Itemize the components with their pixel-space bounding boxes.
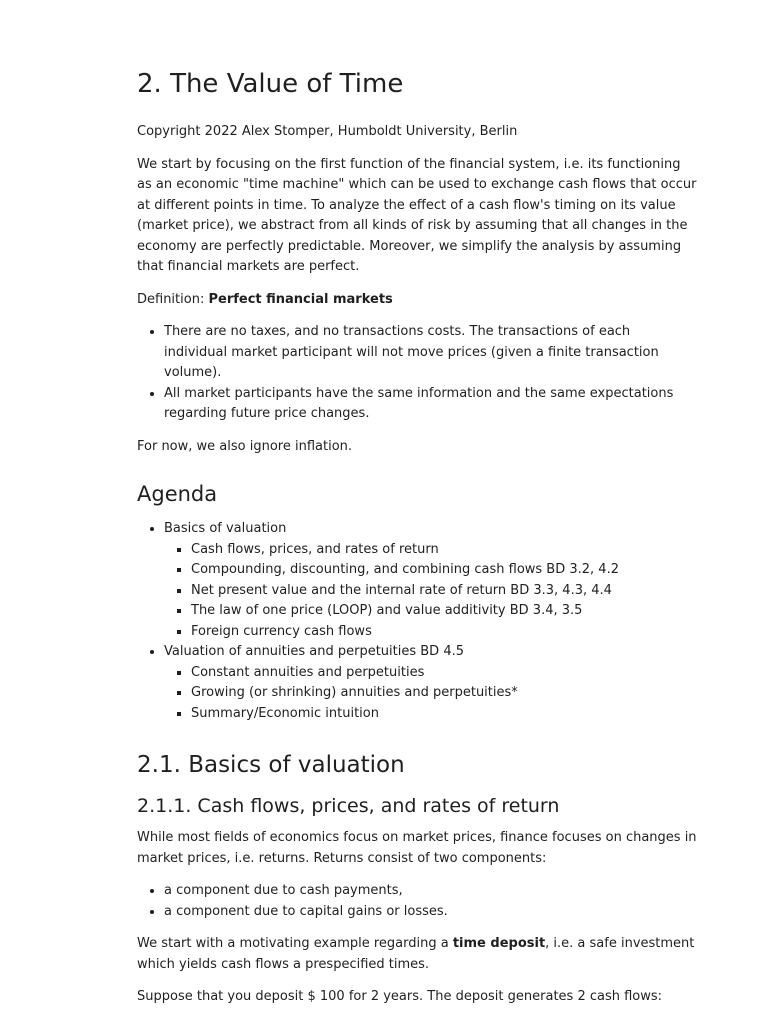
agenda-sublist	[164, 540, 697, 643]
time-deposit-paragraph	[137, 934, 697, 975]
deposit-example-paragraph: Suppose that you deposit $ 100 for 2 years. The deposit generates 2 cash flows:	[137, 989, 663, 1004]
paragraph-text: , i.e. a safe investment which yields cash flows a prespecified times.	[137, 936, 695, 972]
agenda-item-label: Valuation of annuities and perpetuities BD 4.5	[164, 644, 465, 659]
returns-paragraph: While most fields of economics focus on market prices, finance focuses on changes in market prices, i.e. returns. Returns consist of two components:	[137, 830, 697, 866]
document-content	[137, 64, 697, 1020]
agenda-subitem: ▪ Net present value and the internal rate of return BD 3.3, 4.3, 4.4	[191, 581, 697, 602]
paragraph-text: We start with a motivating example regarding a	[137, 936, 453, 951]
list-item: • a component due to cash payments,	[164, 881, 697, 902]
components-list	[137, 881, 697, 922]
agenda-subitem: ▪ The law of one price (LOOP) and value additivity BD 3.4, 3.5	[191, 601, 697, 622]
definition-line	[137, 290, 697, 311]
agenda-heading: Agenda	[137, 482, 218, 506]
copyright-text: Copyright 2022 Alex Stomper, Humboldt University, Berlin	[137, 124, 518, 139]
agenda-subitem: ▪ Constant annuities and perpetuities	[191, 663, 697, 684]
agenda-subitem: ▪ Foreign currency cash flows	[191, 622, 697, 643]
agenda-list	[137, 519, 697, 724]
agenda-subitem: ▪ Compounding, discounting, and combining cash flows BD 3.2, 4.2	[191, 560, 697, 581]
time-deposit-term: time deposit	[452, 936, 546, 951]
agenda-item	[164, 519, 697, 642]
agenda-subitem: ▪ Growing (or shrinking) annuities and perpetuities*	[191, 683, 697, 704]
list-item: • a component due to capital gains or losses.	[164, 902, 697, 923]
inflation-note: For now, we also ignore inflation.	[137, 438, 353, 454]
assumptions-list	[137, 322, 697, 425]
agenda-sublist	[164, 663, 697, 725]
definition-prefix: Definition:	[137, 291, 209, 307]
page-title: 2. The Value of Time	[137, 69, 404, 99]
agenda-subitem: ▪ Summary/Economic intuition	[191, 704, 697, 725]
subsection-heading: 2.1.1. Cash flows, prices, and rates of return	[137, 795, 560, 817]
intro-paragraph: We start by focusing on the first function of the financial system, i.e. its functioning as an economic "time machine" which can be used to exchange cash flows that occur at different points in time. To analyze the effect of a cash flow's timing on its value (market price), we abstract from all kinds of risk by assuming that all changes in the economy are perfectly predictable. Moreover, we simplify the analysis by assuming that financial markets are perfect.	[137, 156, 697, 274]
section-heading: 2.1. Basics of valuation	[137, 752, 405, 778]
list-item: • All market participants have the same information and the same expectations regarding future price changes.	[164, 384, 697, 425]
list-item: • There are no taxes, and no transactions costs. The transactions of each individual market participant will not move prices (given a finite transaction volume).	[164, 322, 697, 384]
definition-term: Perfect financial markets	[208, 291, 393, 307]
agenda-item-label: Basics of valuation	[164, 521, 287, 536]
agenda-subitem: ▪ Cash flows, prices, and rates of return	[191, 540, 697, 561]
agenda-item	[164, 642, 697, 724]
